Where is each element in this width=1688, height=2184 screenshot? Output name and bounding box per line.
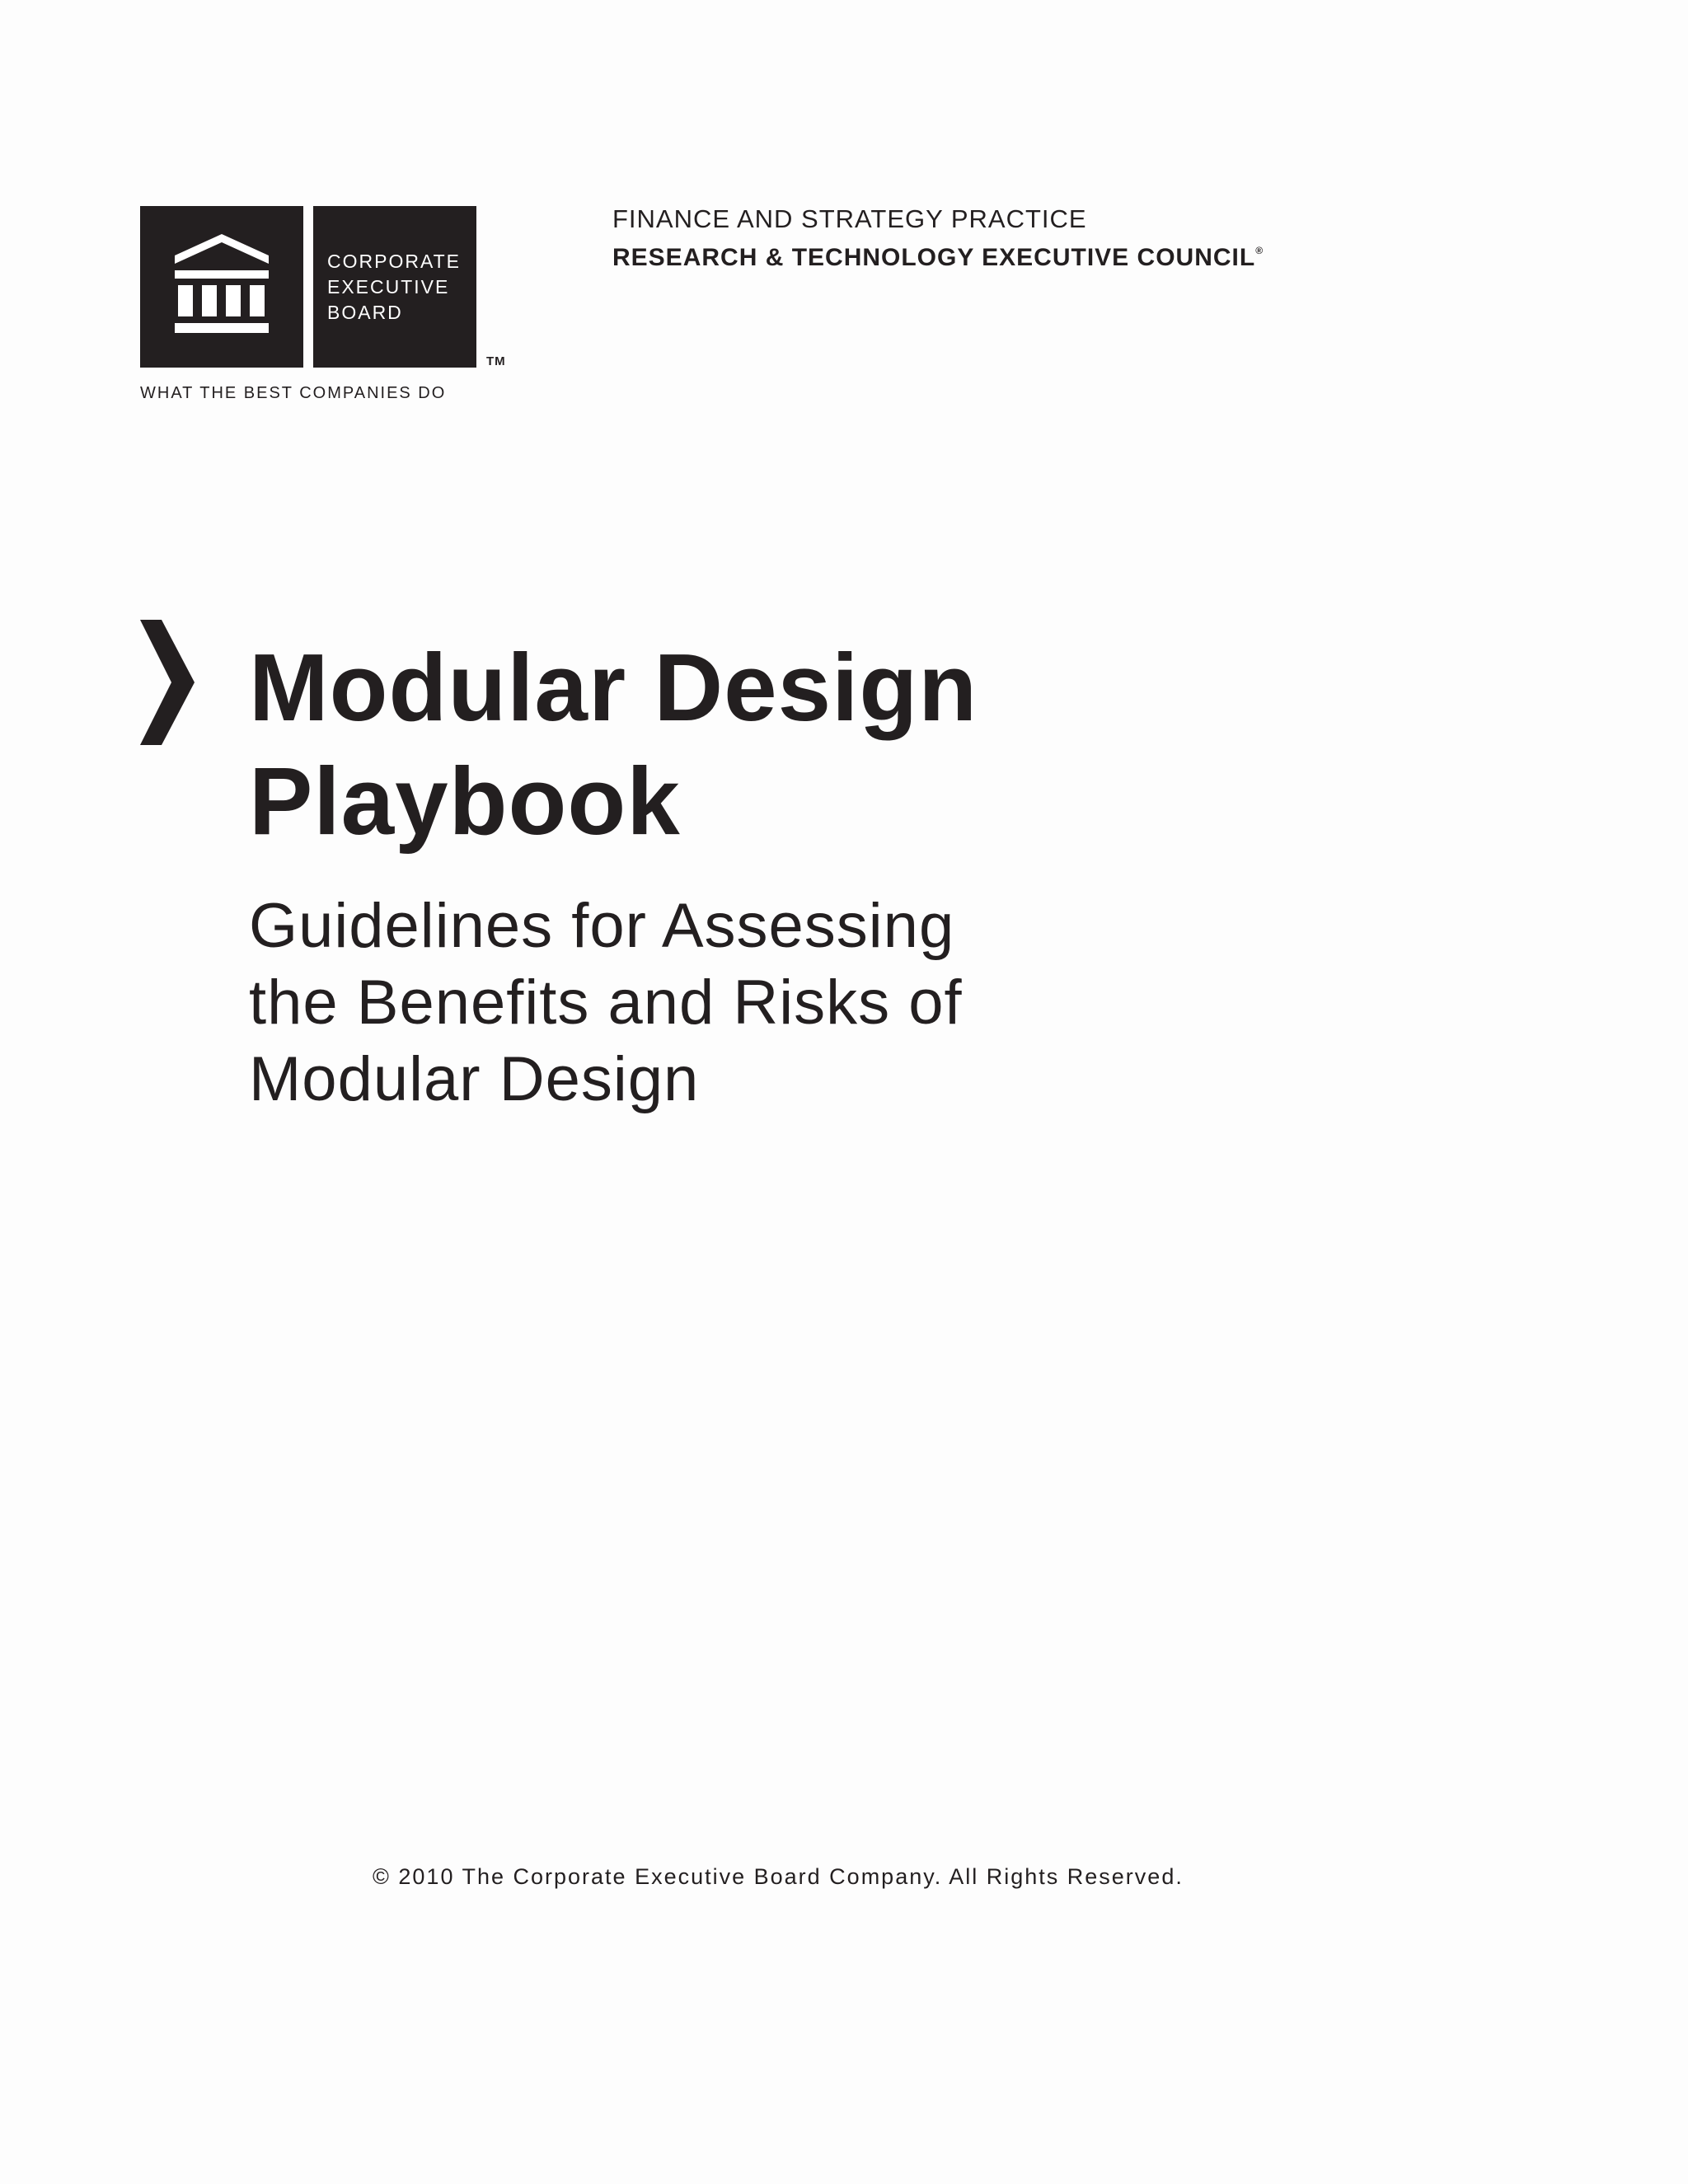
title-line: Playbook bbox=[249, 748, 681, 855]
logo-tagline: WHAT THE BEST COMPANIES DO bbox=[140, 384, 447, 402]
chevron-right-icon bbox=[140, 620, 195, 745]
council-label: RESEARCH & TECHNOLOGY EXECUTIVE COUNCIL bbox=[612, 244, 1256, 271]
copyright-notice: © 2010 The Corporate Executive Board Company. All Rights Reserved. bbox=[373, 1864, 1184, 1889]
logo-name bbox=[327, 249, 461, 326]
trademark-symbol: TM bbox=[486, 354, 506, 368]
council-name bbox=[612, 244, 1263, 272]
logo-name-line: BOARD bbox=[327, 302, 403, 323]
subtitle-line: Modular Design bbox=[249, 1044, 700, 1114]
logo-icon-box bbox=[140, 206, 303, 368]
building-columns-icon bbox=[175, 234, 269, 340]
subtitle-line: the Benefits and Risks of bbox=[249, 968, 963, 1038]
logo-name-line: EXECUTIVE bbox=[327, 276, 450, 298]
logo-name-box bbox=[313, 206, 476, 368]
subtitle-line: Guidelines for Assessing bbox=[249, 891, 955, 961]
logo-name-line: CORPORATE bbox=[327, 251, 461, 272]
practice-name: FINANCE AND STRATEGY PRACTICE bbox=[612, 204, 1087, 233]
page-title bbox=[249, 630, 978, 858]
registered-mark: ® bbox=[1255, 245, 1264, 256]
title-line: Modular Design bbox=[249, 634, 978, 741]
page-subtitle bbox=[249, 888, 963, 1118]
